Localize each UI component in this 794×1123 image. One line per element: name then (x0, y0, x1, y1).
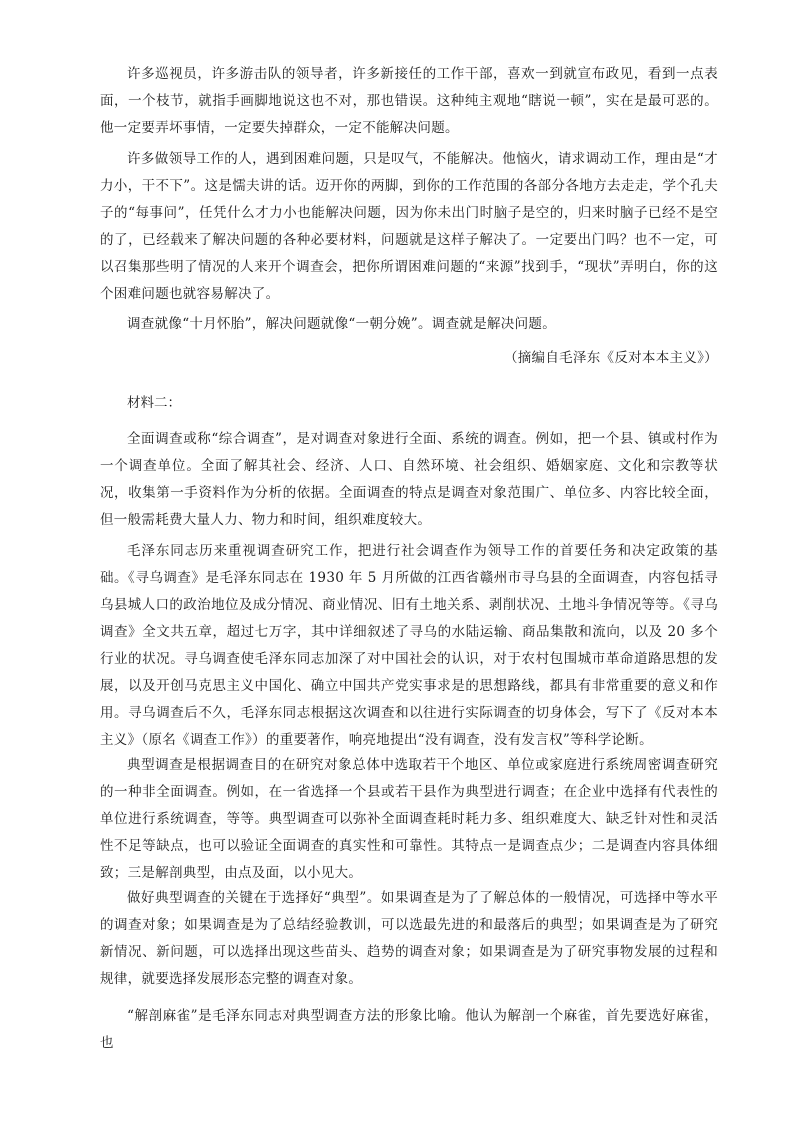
material-two-heading: 材料二： (127, 395, 181, 411)
paragraph-dissecting-sparrow: “解剖麻雀”是毛泽东同志对典型调查方法的形象比喻。他认为解剖一个麻雀，首先要选好麻雀，也 (100, 1008, 718, 1051)
paragraph-inspectors: 许多巡视员，许多游击队的领导者，许多新接任的工作干部，喜欢一到就宣布政见，看到一点表面，一个枝节，就指手画脚地说这也不对，那也错误。这种纯主观地“瞎说一顿”，实在是最可恶的。他一定要弄坏事情，一定要失掉群众，一定不能解决问题。 (100, 66, 718, 136)
paragraph-typical-survey: 典型调查是根据调查目的在研究对象总体中选取若干个地区、单位或家庭进行系统周密调查研究的一种非全面调查。例如，在一省选择一个县或若干县作为典型进行调查；在企业中选择有代表性的单位进行系统调查，等等。典型调查可以弥补全面调查耗时耗力多、组织难度大、缺乏针对性和灵活性不足等缺点，也可以验证全面调查的真实性和可靠性。其特点一是调查点少；二是调查内容具体细致；三是解剖典型，由点及面，以小见大。 (100, 757, 718, 881)
paragraph-choosing-typical: 做好典型调查的关键在于选择好“典型”。如果调查是为了了解总体的一般情况，可选择中等水平的调查对象；如果调查是为了总结经验教训，可以选最先进的和最落后的典型；如果调查是为了研究新情况、新问题，可以选择出现这些苗头、趋势的调查对象；如果调查是为了研究事物发展的过程和规律，就要选择发展形态完整的调查对象。 (100, 890, 718, 987)
paragraph-xunwu-survey: 毛泽东同志历来重视调查研究工作，把进行社会调查作为领导工作的首要任务和决定政策的基础。《寻乌调查》是毛泽东同志在 1930 年 5 月所做的江西省赣州市寻乌县的全面调查，内容包括寻乌县城人口的政治地位及成分情况、商业情况、旧有土地关系、剥削状况、土地斗争情况等等。《寻乌调查》全文共五章，超过七万字，其中详细叙述了寻乌的水陆运输、商品集散和流向，以及 20 多个行业的状况。寻乌调查使毛泽东同志加深了对中国社会的认识，对于农村包围城市革命道路思想的发展，以及开创马克思主义中国化、确立中国共产党实事求是的思想路线，都具有非常重要的意义和作用。寻乌调查后不久，毛泽东同志根据这次调查和以往进行实际调查的切身体会，写下了《反对本本主义》（原名《调查工作》）的重要著作，响亮地提出“没有调查，没有发言权”等科学论断。 (100, 543, 718, 748)
paragraph-leaders: 许多做领导工作的人，遇到困难问题，只是叹气，不能解决。他恼火，请求调动工作，理由是“才力小，干不下”。这是懦夫讲的话。迈开你的两脚，到你的工作范围的各部分各地方去走走，学个孔夫子的“每事问”，任凭什么才力小也能解决问题，因为你未出门时脑子是空的，归来时脑子已经不是空的了，已经载来了解决问题的各种必要材料，问题就是这样子解决了。一定要出门吗？也不一定，可以召集那些明了情况的人来开个调查会，把你所谓困难问题的“来源”找到手，“现状”弄明白，你的这个困难问题也就容易解决了。 (100, 151, 718, 302)
paragraph-investigation-metaphor: 调查就像“十月怀胎”，解决问题就像“一朝分娩”。调查就是解决问题。 (127, 316, 557, 332)
source-citation: （摘编自毛泽东《反对本本主义》） (503, 350, 718, 366)
paragraph-comprehensive-survey: 全面调查或称“综合调查”，是对调查对象进行全面、系统的调查。例如，把一个县、镇或村作为一个调查单位。全面了解其社会、经济、人口、自然环境、社会组织、婚姻家庭、文化和宗教等状况，收集第一手资料作为分析的依据。全面调查的特点是调查对象范围广、单位多、内容比较全面，但一般需耗费大量人力、物力和时间，组织难度较大。 (100, 431, 718, 528)
